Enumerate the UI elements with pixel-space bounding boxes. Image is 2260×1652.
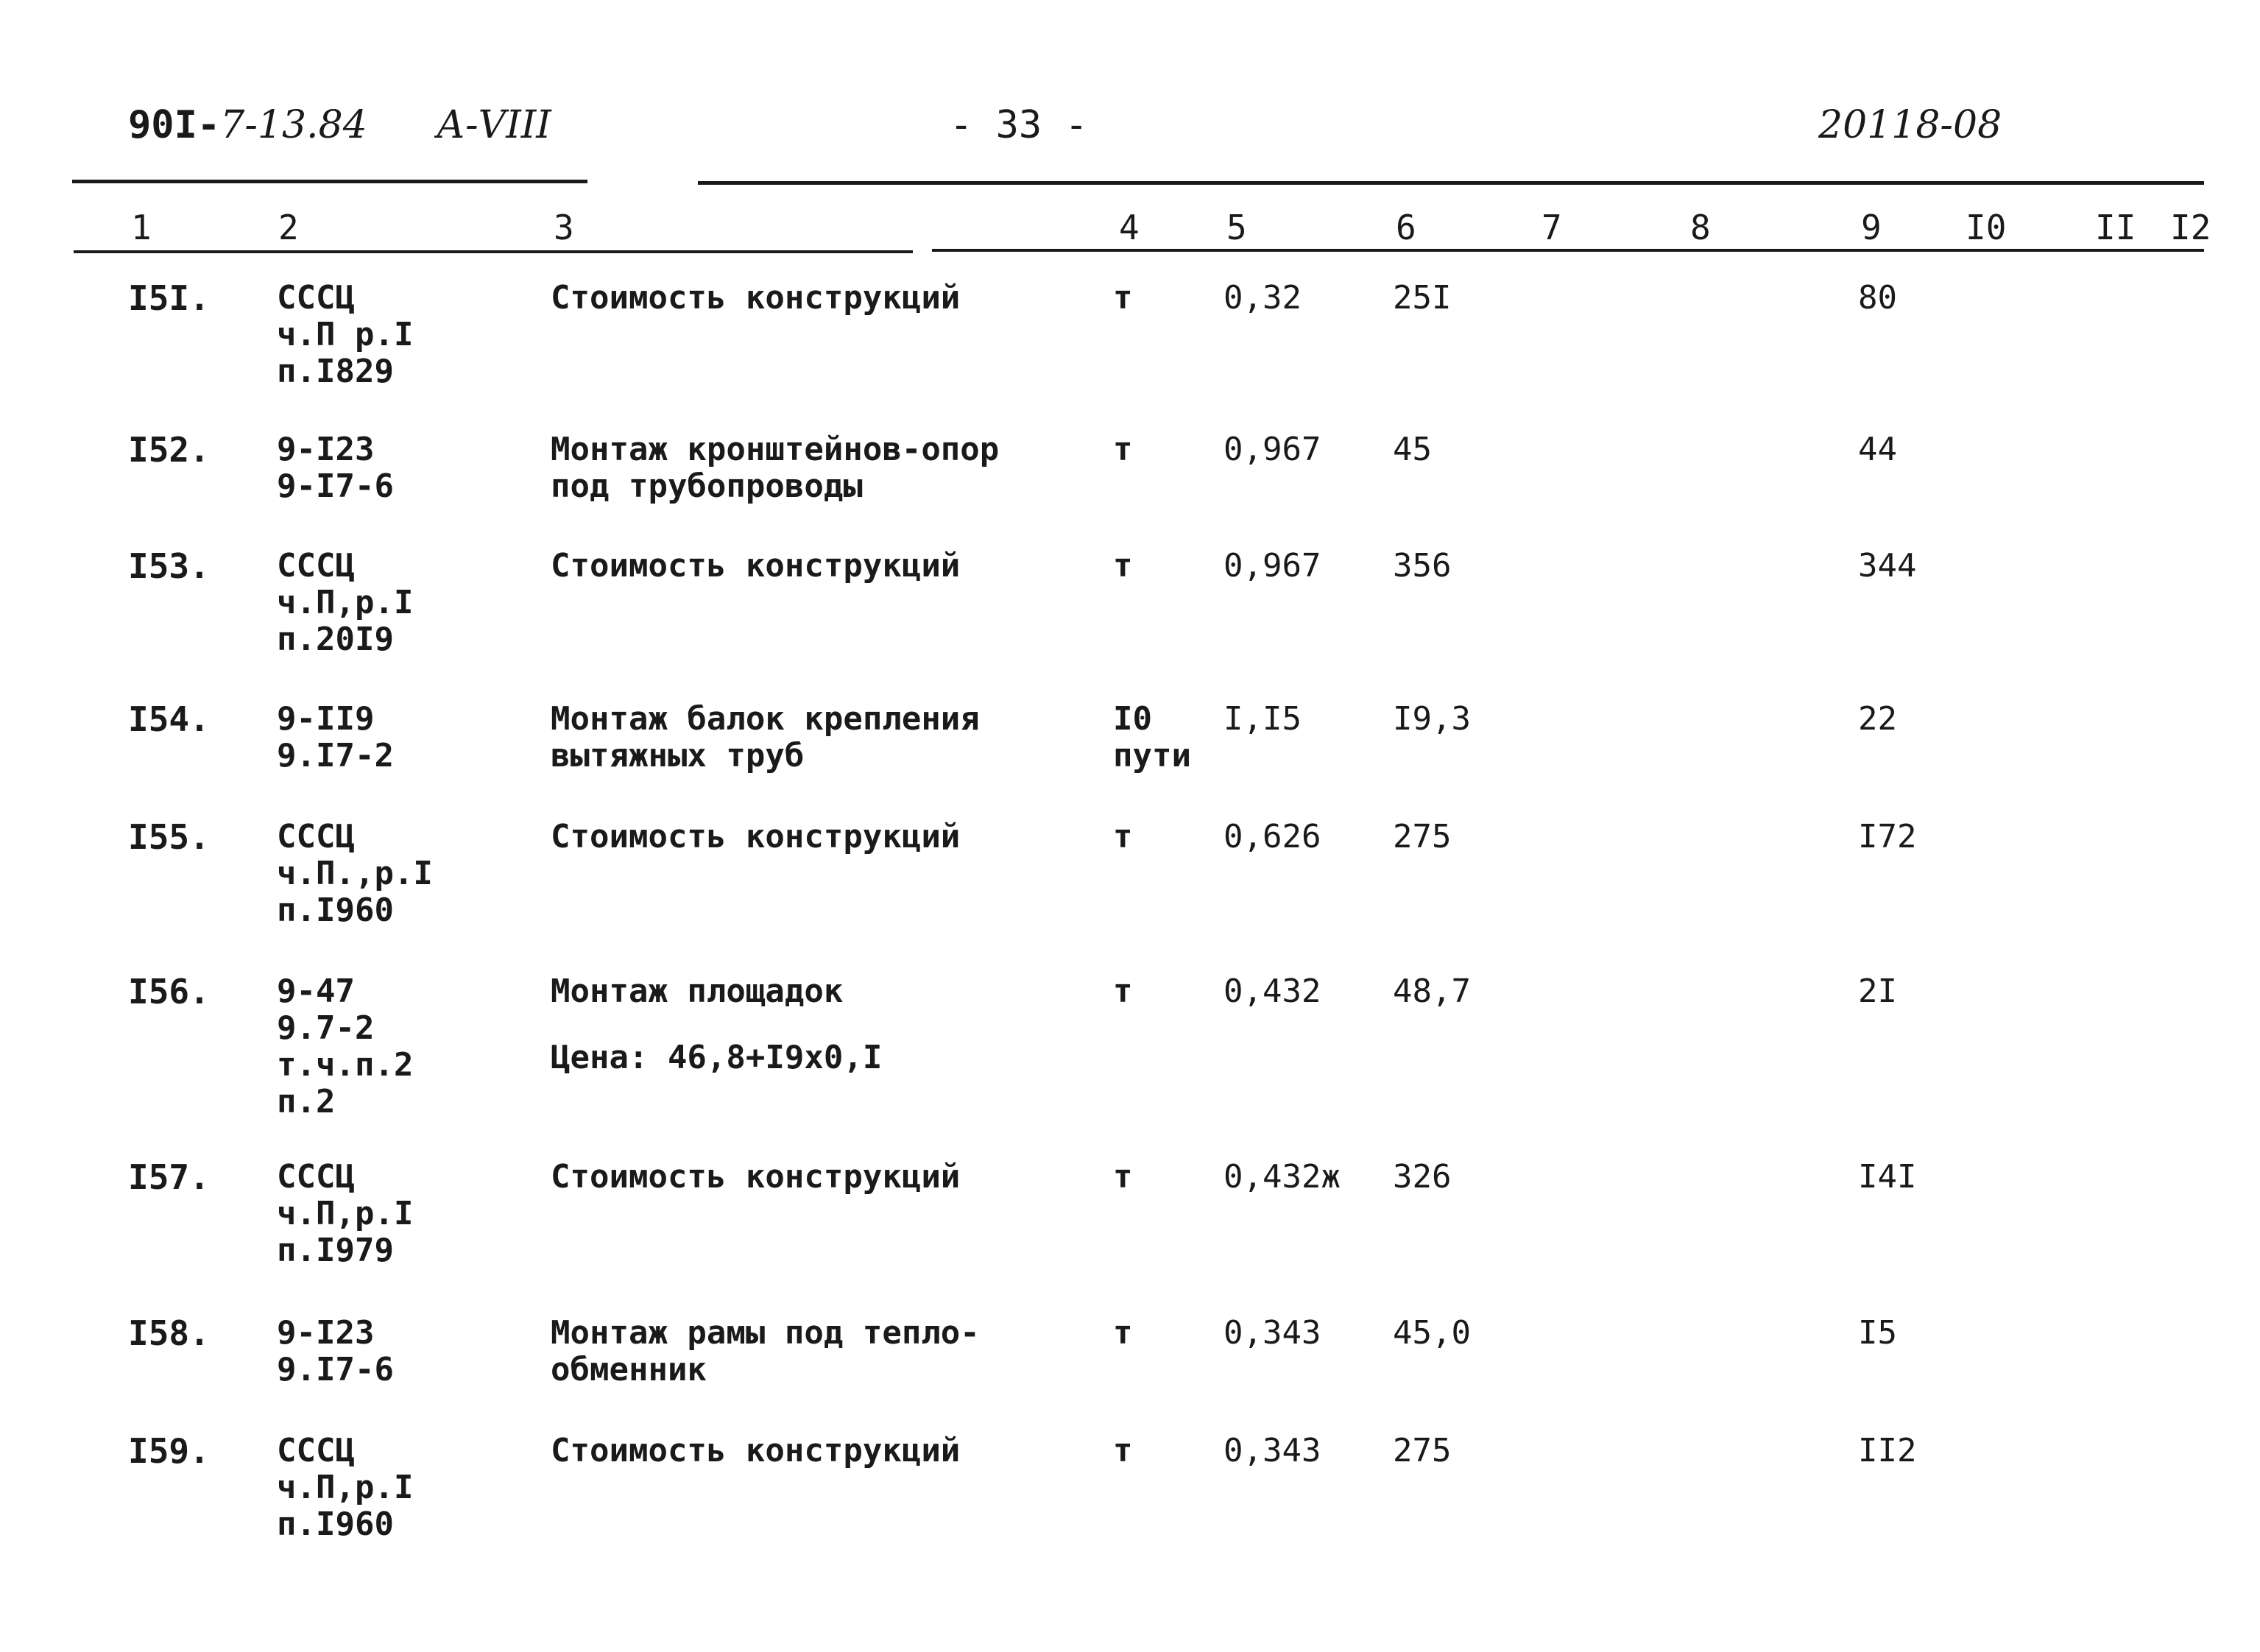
row-desc: Стоимость конструкций <box>551 547 961 585</box>
row-qty: 0,967 <box>1223 547 1321 585</box>
row-price: 275 <box>1393 818 1452 855</box>
row-col9: II2 <box>1858 1432 1917 1469</box>
row-price: I9,3 <box>1393 700 1471 738</box>
column-number: 8 <box>1690 208 1711 247</box>
row-col9: 22 <box>1858 700 1897 738</box>
row-qty: 0,967 <box>1223 431 1321 468</box>
row-desc: Стоимость конструкций <box>551 1158 961 1196</box>
row-code: СССЦ ч.П р.I п.I829 <box>277 279 414 390</box>
row-col9: 344 <box>1858 547 1917 585</box>
row-code: СССЦ ч.П,р.I п.I960 <box>277 1432 414 1543</box>
row-qty: 0,432 <box>1223 973 1321 1010</box>
column-number: 7 <box>1542 208 1562 247</box>
column-rule-left <box>74 250 913 253</box>
document-code-prefix: 90I- <box>128 103 221 147</box>
column-number: 3 <box>554 208 574 247</box>
row-unit: т <box>1113 1314 1133 1352</box>
row-price: 45 <box>1393 431 1432 468</box>
row-price: 25I <box>1393 279 1452 317</box>
row-number: I57. <box>128 1157 210 1197</box>
column-number: 1 <box>131 208 152 247</box>
row-number: I58. <box>128 1313 210 1353</box>
row-unit: т <box>1113 818 1133 855</box>
row-col9: 2I <box>1858 973 1897 1010</box>
row-qty: 0,32 <box>1223 279 1302 317</box>
column-number: 5 <box>1226 208 1247 247</box>
row-qty: 0,343 <box>1223 1314 1321 1352</box>
row-number: I56. <box>128 972 210 1012</box>
row-desc: Стоимость конструкций <box>551 818 961 855</box>
document-album: А-VIII <box>436 103 551 147</box>
row-desc: Стоимость конструкций <box>551 1432 961 1469</box>
row-price-formula: Цена: 46,8+I9х0,I <box>551 1039 883 1076</box>
row-col9: 44 <box>1858 431 1897 468</box>
row-col9: I4I <box>1858 1158 1917 1196</box>
page-number: - 33 - <box>950 103 1088 147</box>
row-unit: т <box>1113 1432 1133 1469</box>
row-price: 45,0 <box>1393 1314 1471 1352</box>
row-code: 9-I23 9.I7-6 <box>277 1314 394 1388</box>
row-col9: 80 <box>1858 279 1897 317</box>
row-unit: т <box>1113 1158 1133 1196</box>
row-desc: Монтаж площадок <box>551 973 844 1010</box>
column-number: 2 <box>278 208 299 247</box>
header-rule-left <box>72 180 587 183</box>
column-number: II <box>2095 208 2136 247</box>
row-qty: I,I5 <box>1223 700 1302 738</box>
row-col9: I5 <box>1858 1314 1897 1352</box>
row-number: I54. <box>128 699 210 739</box>
row-qty: 0,432ж <box>1223 1158 1341 1196</box>
column-number: 6 <box>1396 208 1416 247</box>
column-number: 9 <box>1861 208 1882 247</box>
row-price: 326 <box>1393 1158 1452 1196</box>
row-number: I55. <box>128 817 210 857</box>
column-number: I2 <box>2170 208 2211 247</box>
row-code: 9-I23 9-I7-6 <box>277 431 394 505</box>
column-rule-right <box>932 249 2204 252</box>
column-number: 4 <box>1119 208 1140 247</box>
row-code: СССЦ ч.П,р.I п.20I9 <box>277 547 414 658</box>
row-code: СССЦ ч.П.,р.I п.I960 <box>277 818 433 929</box>
row-unit: т <box>1113 279 1133 317</box>
row-price: 48,7 <box>1393 973 1471 1010</box>
row-price: 275 <box>1393 1432 1452 1469</box>
document-code-suffix: 7-13.84 <box>220 103 367 147</box>
column-number: I0 <box>1966 208 2007 247</box>
row-code: СССЦ ч.П,р.I п.I979 <box>277 1158 414 1269</box>
row-desc: Монтаж балок крепления вытяжных труб <box>551 700 980 774</box>
row-desc: Монтаж рамы под тепло- обменник <box>551 1314 980 1388</box>
row-number: I52. <box>128 430 210 470</box>
row-unit: I0 пути <box>1113 700 1191 774</box>
row-number: I59. <box>128 1431 210 1471</box>
row-unit: т <box>1113 431 1133 468</box>
row-col9: I72 <box>1858 818 1917 855</box>
document-code <box>128 103 551 147</box>
row-price: 356 <box>1393 547 1452 585</box>
row-qty: 0,343 <box>1223 1432 1321 1469</box>
row-code: 9-47 9.7-2 т.ч.п.2 п.2 <box>277 973 414 1120</box>
row-unit: т <box>1113 547 1133 585</box>
row-code: 9-II9 9.I7-2 <box>277 700 394 774</box>
row-unit: т <box>1113 973 1133 1010</box>
right-code: 20118-08 <box>1818 103 2002 147</box>
row-qty: 0,626 <box>1223 818 1321 855</box>
row-number: I5I. <box>128 278 210 318</box>
header-rule-right <box>698 181 2204 185</box>
row-desc: Монтаж кронштейнов-опор под трубопроводы <box>551 431 1000 505</box>
row-number: I53. <box>128 546 210 586</box>
row-desc: Стоимость конструкций <box>551 279 961 317</box>
